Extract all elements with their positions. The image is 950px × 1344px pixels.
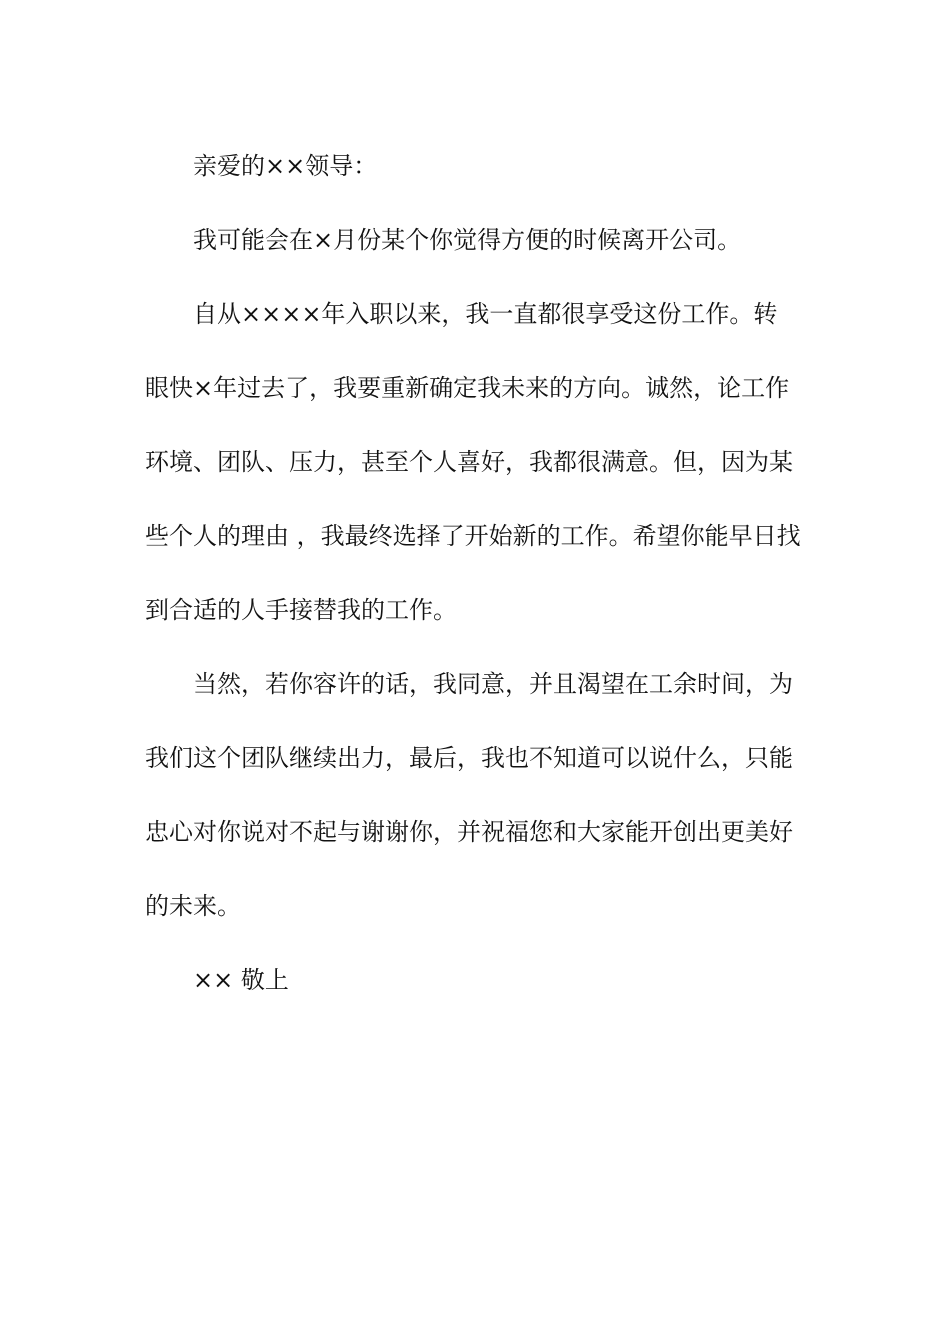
paragraph-2-line-1: 自从××××年入职以来，我一直都很享受这份工作。转 <box>193 300 778 328</box>
paragraph-3-line-2: 我们这个团队继续出力，最后，我也不知道可以说什么，只能 <box>145 744 793 772</box>
salutation: 亲爱的××领导： <box>193 152 378 180</box>
paragraph-3-line-4: 的未来。 <box>145 892 241 920</box>
paragraph-1-line-1: 我可能会在×月份某个你觉得方便的时候离开公司。 <box>193 226 742 254</box>
paragraph-2-line-3: 环境、团队、压力，甚至个人喜好，我都很满意。但，因为某 <box>145 448 793 476</box>
paragraph-3-line-1: 当然，若你容许的话，我同意，并且渴望在工余时间，为 <box>193 670 793 698</box>
paragraph-2-line-2: 眼快×年过去了，我要重新确定我未来的方向。诚然，论工作 <box>145 374 790 402</box>
paragraph-3-line-3: 忠心对你说对不起与谢谢你，并祝福您和大家能开创出更美好 <box>145 818 793 846</box>
resignation-letter <box>145 129 809 1017</box>
paragraph-2-line-4: 些个人的理由 ，我最终选择了开始新的工作。希望你能早日找 <box>145 522 801 550</box>
paragraph-2-line-5: 到合适的人手接替我的工作。 <box>145 596 457 624</box>
signature: ×× 敬上 <box>193 966 289 994</box>
